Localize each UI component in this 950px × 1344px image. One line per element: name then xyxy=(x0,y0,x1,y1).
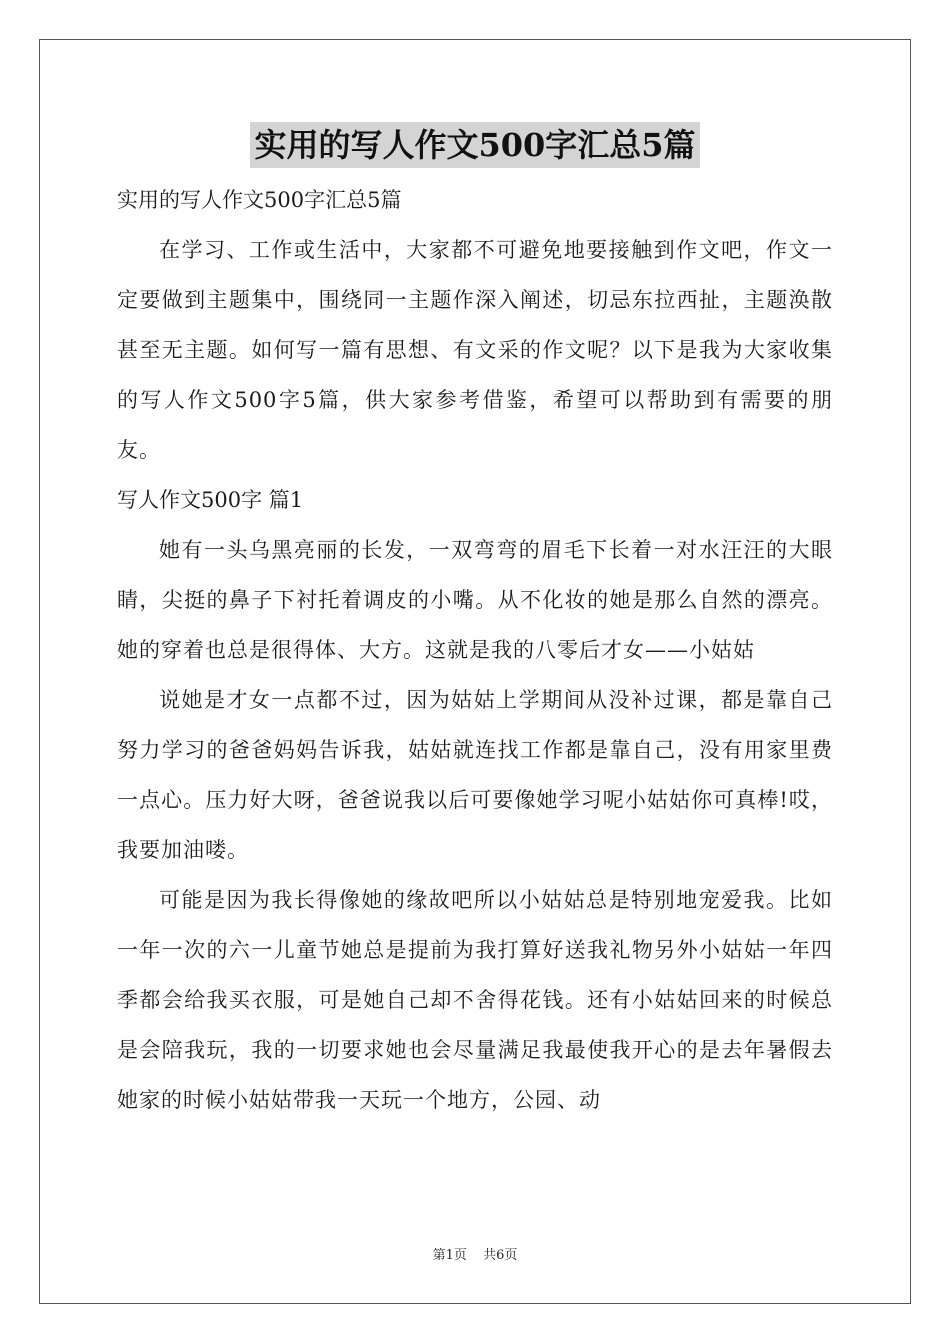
body-paragraph: 说她是才女一点都不过，因为姑姑上学期间从没补过课，都是靠自己努力学习的爸爸妈妈告诉我，姑姑就连找工作都是靠自己，没有用家里费一点心。压力好大呀，爸爸说我以后可要像她学习呢小姑姑你可真棒!哎，我要加油喽。 xyxy=(117,688,833,862)
section-heading: 写人作文500字 篇1 xyxy=(117,488,304,512)
body-paragraph: 可能是因为我长得像她的缘故吧所以小姑姑总是特别地宠爱我。比如一年一次的六一儿童节她总是提前为我打算好送我礼物另外小姑姑一年四季都会给我买衣服，可是她自己却不舍得花钱。还有小姑姑回来的时候总是会陪我玩，我的一切要求她也会尽量满足我最使我开心的是去年暑假去她家的时候小姑姑带我一天玩一个地方，公园、动 xyxy=(117,888,833,1112)
intro-paragraph: 在学习、工作或生活中，大家都不可避免地要接触到作文吧，作文一定要做到主题集中，围绕同一主题作深入阐述，切忌东拉西扯，主题涣散甚至无主题。如何写一篇有思想、有文采的作文呢？以下是我为大家收集的写人作文500字5篇，供大家参考借鉴，希望可以帮助到有需要的朋友。 xyxy=(117,238,833,462)
title-container xyxy=(0,122,950,168)
page-total: 共6页 xyxy=(483,1248,518,1263)
document-subtitle: 实用的写人作文500字汇总5篇 xyxy=(117,188,402,212)
document-title: 实用的写人作文500字汇总5篇 xyxy=(250,122,699,168)
page-footer xyxy=(0,1244,950,1263)
document-body xyxy=(117,175,833,1125)
page-number: 第1页 xyxy=(432,1248,467,1263)
body-paragraph: 她有一头乌黑亮丽的长发，一双弯弯的眉毛下长着一对水汪汪的大眼睛，尖挺的鼻子下衬托着调皮的小嘴。从不化妆的她是那么自然的漂亮。她的穿着也总是很得体、大方。这就是我的八零后才女——小姑姑 xyxy=(117,538,833,662)
